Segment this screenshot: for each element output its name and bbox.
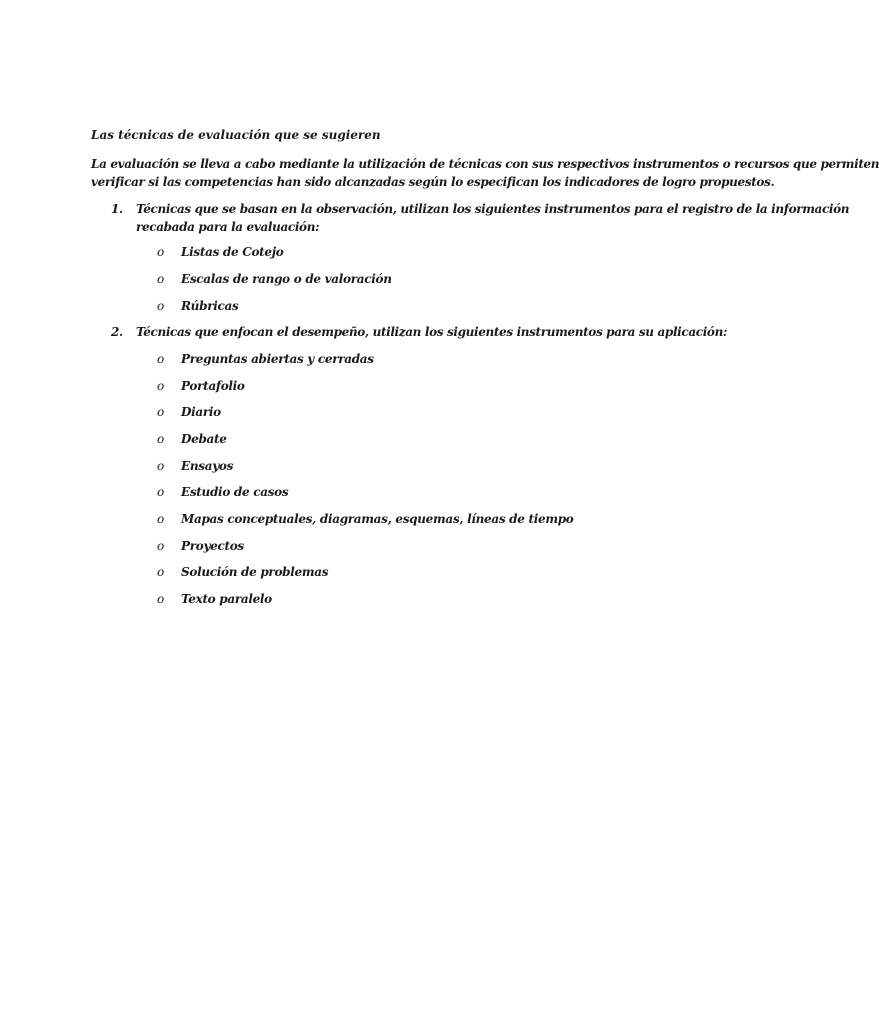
item-line: Técnicas que se basan en la observación, utilizan los siguientes instrumentos para el registro de la información [136, 202, 850, 216]
bullet-marker: o [157, 299, 164, 313]
bullet-marker: o [157, 485, 164, 499]
list-item-label: Ensayos [181, 459, 234, 473]
list-item-label: Diario [181, 405, 221, 419]
bullet-marker: o [157, 272, 164, 286]
bullet-marker: o [157, 592, 164, 606]
list-item-label: Escalas de rango o de valoración [181, 272, 392, 286]
list-item [0, 590, 768, 608]
list-item-label: Preguntas abiertas y cerradas [181, 352, 374, 366]
bullet-marker: o [157, 512, 164, 526]
list-item [0, 377, 768, 395]
list-item-label: Mapas conceptuales, diagramas, esquemas, líneas de tiempo [181, 512, 574, 526]
intro-line: verificar si las competencias han sido alcanzadas según lo especifican los indicadores de logro propuestos. [91, 175, 775, 189]
list-item [0, 243, 768, 261]
document-heading: Las técnicas de evaluación que se sugieren [91, 128, 381, 142]
intro-line: La evaluación se lleva a cabo mediante la utilización de técnicas con sus respectivos instrumentos o recursos que permiten [91, 157, 879, 171]
bullet-marker: o [157, 459, 164, 473]
list-item-label: Estudio de casos [181, 485, 289, 499]
list-item [0, 457, 768, 475]
bullet-marker: o [157, 539, 164, 553]
list-item [0, 510, 768, 528]
item-text [136, 200, 850, 236]
bullet-marker: o [157, 432, 164, 446]
bullet-marker: o [157, 565, 164, 579]
bullet-marker: o [157, 245, 164, 259]
list-item [0, 270, 768, 288]
list-item [0, 350, 768, 368]
list-item [0, 483, 768, 501]
list-item-label: Debate [181, 432, 227, 446]
intro-paragraph [91, 155, 879, 191]
item-number: 2. [111, 325, 123, 339]
list-item [0, 403, 768, 421]
list-item-label: Solución de problemas [181, 565, 329, 579]
bullet-marker: o [157, 405, 164, 419]
bullet-marker: o [157, 379, 164, 393]
item-text [136, 323, 728, 341]
bullet-marker: o [157, 352, 164, 366]
list-item-label: Proyectos [181, 539, 244, 553]
list-item [0, 563, 768, 581]
list-item [0, 297, 768, 315]
list-item-label: Portafolio [181, 379, 245, 393]
item-number: 1. [111, 202, 123, 216]
list-item-label: Texto paralelo [181, 592, 272, 606]
item-line: Técnicas que enfocan el desempeño, utilizan los siguientes instrumentos para su aplicación: [136, 325, 728, 339]
list-item [0, 537, 768, 555]
list-item-label: Rúbricas [181, 299, 239, 313]
list-item [0, 430, 768, 448]
item-line: recabada para la evaluación: [136, 220, 320, 234]
list-item-label: Listas de Cotejo [181, 245, 284, 259]
